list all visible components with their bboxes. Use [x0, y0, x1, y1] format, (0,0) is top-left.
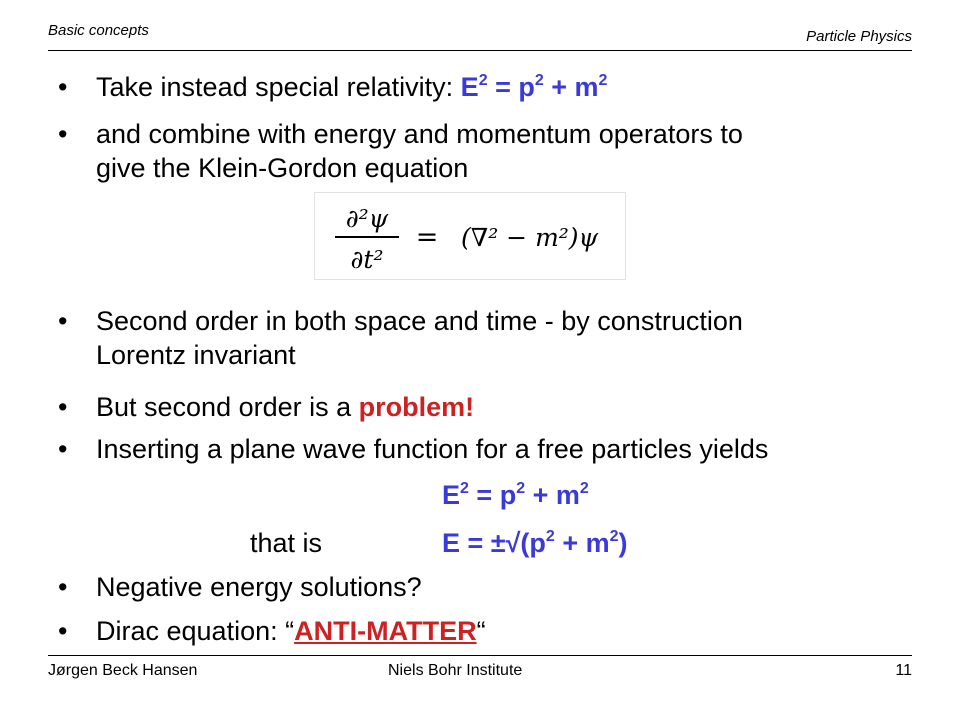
equation-rhs: (∇² − m²)ψ	[461, 223, 599, 252]
bullet-text: But second order is a	[96, 392, 359, 422]
equation-numerator: ∂²ψ	[345, 204, 389, 233]
equation-equals: =	[415, 222, 439, 253]
bullet-problem	[58, 390, 898, 424]
klein-gordon-equation	[314, 192, 626, 280]
header-course-title: Particle Physics	[806, 28, 912, 45]
bullet-text-line1: Second order in both space and time - by construction	[96, 306, 743, 336]
bullet-dot: •	[58, 392, 68, 422]
energy-solution-line: $E = \pm√(p^2 + m^2)$	[442, 528, 628, 558]
footer-author: Jørgen Beck Hansen	[48, 662, 198, 679]
bullet-klein-gordon	[58, 117, 898, 185]
footer-divider	[48, 655, 912, 656]
footer-institute: Niels Bohr Institute	[388, 662, 523, 679]
bullet-dot: •	[58, 616, 68, 646]
energy-momentum-relation: $E^2 = p^2 + m^2$	[460, 72, 608, 102]
problem-emphasis: problem!	[358, 392, 475, 422]
bullet-dot: •	[58, 72, 68, 102]
footer-page-number: 11	[895, 662, 912, 679]
that-is-label: that is	[250, 528, 323, 558]
header-divider	[48, 50, 912, 51]
bullet-second-order	[58, 304, 898, 372]
bullet-negative-energy	[58, 570, 898, 604]
bullet-text-line2: give the Klein-Gordon equation	[96, 153, 469, 183]
bullet-dot: •	[58, 306, 68, 336]
energy-relation-line: $E^2 = p^2 + m^2$	[442, 480, 589, 510]
bullet-dot: •	[58, 434, 68, 464]
bullet-special-relativity	[58, 70, 898, 104]
bullet-text: Take instead special relativity:	[96, 72, 461, 102]
header-section-title: Basic concepts	[48, 22, 149, 39]
bullet-text-line1: and combine with energy and momentum operators to	[96, 119, 743, 149]
bullet-plane-wave	[58, 432, 898, 466]
bullet-text-line2: Lorentz invariant	[96, 340, 296, 370]
bullet-text: Inserting a plane wave function for a free particles yields	[96, 434, 769, 464]
equation-denominator: ∂t²	[350, 245, 384, 274]
bullet-dot: •	[58, 572, 68, 602]
bullet-text: Dirac equation: “	[96, 616, 295, 646]
bullet-text: Negative energy solutions?	[96, 572, 422, 602]
bullet-dot: •	[58, 119, 68, 149]
anti-matter-emphasis: ANTI-MATTER	[294, 616, 477, 646]
bullet-dirac	[58, 614, 898, 648]
closing-quote: “	[476, 616, 486, 646]
